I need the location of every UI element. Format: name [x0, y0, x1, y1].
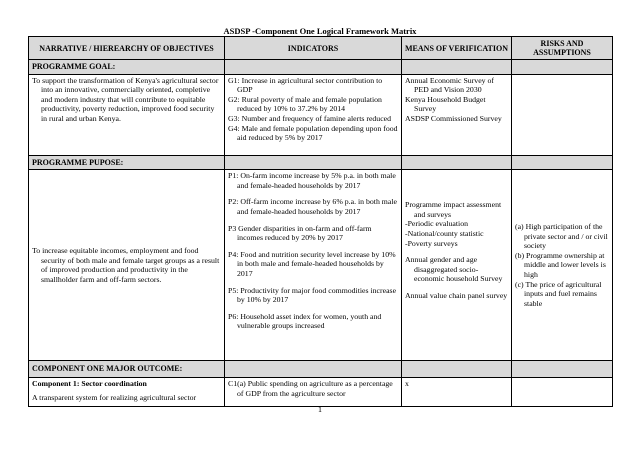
header-row: [29, 37, 613, 60]
page-number: 1: [318, 405, 322, 414]
goal-indicator: G1: Increase in agricultural sector contribution to GDP: [228, 75, 383, 95]
purpose-risk: (c) The price of agricultural inputs and fuel remains stable: [515, 279, 602, 308]
purpose-indicator: P1: On-farm income increase by 5% p.a. in both male and female-headed households by 2017: [228, 171, 396, 190]
purpose-means: Annual value chain panel survey: [405, 290, 508, 300]
section-row-goal: [29, 60, 613, 75]
purpose-indicator: P3 Gender disparities in on-farm and off-farm incomes reduced by 20% by 2017: [228, 223, 372, 243]
logframe-table: [28, 36, 613, 407]
section-label-purpose: PROGRAMME PUPOSE:: [29, 155, 225, 170]
purpose-means: -Periodic evaluation: [405, 219, 469, 229]
goal-means: Kenya Household Budget Survey: [405, 94, 486, 114]
purpose-indicator: P6: Household asset index for women, youth and vulnerable groups increased: [228, 311, 382, 331]
purpose-risk: (b) Programme ownership at middle and lower levels is high: [515, 250, 606, 279]
component-row: [29, 378, 613, 407]
goal-row: [29, 74, 613, 155]
section-row-purpose: [29, 155, 613, 170]
section-row-outcome: [29, 361, 613, 378]
purpose-indicator: P4: Food and nutrition security level increase by 10% in both male and female-headed households by 2017: [228, 249, 396, 278]
purpose-means: -Poverty surveys: [405, 238, 458, 248]
purpose-row: [29, 170, 613, 361]
goal-means: ASDSP Commissioned Survey: [405, 113, 502, 123]
component-heading: Component 1: Sector coordination: [32, 379, 147, 389]
purpose-indicator: P2: Off-farm income increase by 6% p.a. in both male and female-headed households by 2017: [228, 197, 397, 216]
goal-means: Annual Economic Survey of PED and Vision 2030: [405, 75, 494, 95]
purpose-means: -National/county statistic: [405, 228, 484, 238]
header-risks: RISKS AND ASSUMPTIONS: [512, 37, 613, 60]
purpose-narrative: To increase equitable incomes, employment and food security of both male and female target groups as a result of improved production and productivity in the smallholder farm and off-farm sectors.: [32, 246, 220, 284]
purpose-indicator: P5: Productivity for major food commodities increase by 10% by 2017: [228, 285, 397, 305]
header-means: MEANS OF VERIFICATION: [402, 37, 512, 60]
purpose-means: Annual gender and age disaggregated socio-economic household Survey: [405, 255, 503, 284]
purpose-risk: (a) High participation of the private sector and / or civil society: [515, 222, 608, 251]
component-indicator: C1(a) Public spending on agriculture as a percentage of GDP from the agriculture sector: [228, 379, 393, 398]
header-indicators: INDICATORS: [225, 37, 402, 60]
document-title: ASDSP -Component One Logical Framework Matrix: [223, 26, 417, 36]
goal-indicator: G2: Rural poverty of male and female population reduced by 10% to 37.2% by 2014: [228, 94, 382, 114]
component-means: x: [402, 378, 512, 407]
goal-indicator: G3: Number and frequency of famine alerts reduced: [228, 113, 392, 123]
section-label-outcome: COMPONENT ONE MAJOR OUTCOME:: [29, 361, 225, 378]
goal-indicator: G4: Male and female population depending upon food aid reduced by 5% by 2017: [228, 123, 398, 143]
purpose-means: Programme impact assessment and surveys: [405, 200, 502, 219]
component-narrative: A transparent system for realizing agricultural sector: [32, 392, 197, 402]
section-label-goal: PROGRAMME GOAL:: [29, 60, 225, 75]
goal-narrative: To support the transformation of Kenya's agricultural sector into an innovative, commercially oriented, completive and modern industry that will contribute to equitable productivity, poverty reduction, improved food security in rural and urban Kenya.: [32, 75, 219, 123]
header-narrative: NARRATIVE / HIEREARCHY OF OBJECTIVES: [29, 37, 225, 60]
